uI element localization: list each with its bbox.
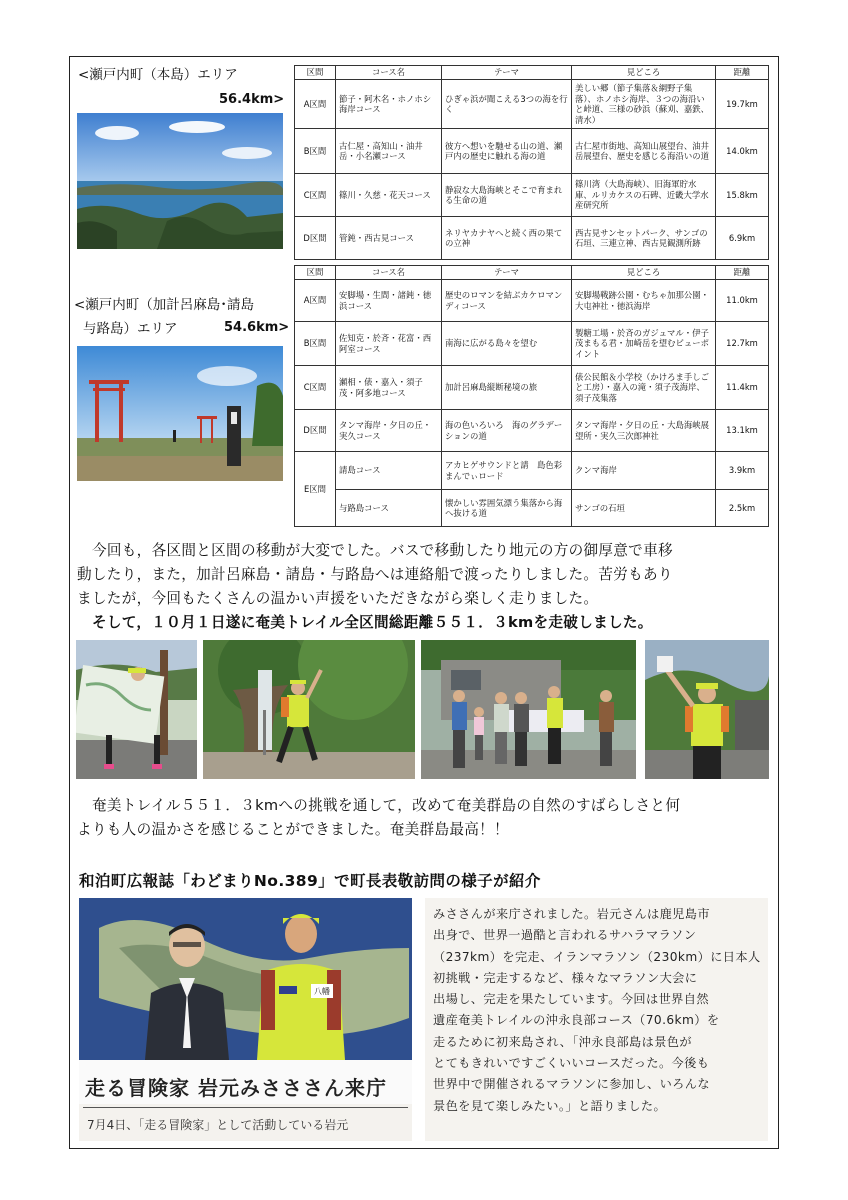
article-line: 初挑戦・完走するなど、様々なマラソン大会に bbox=[433, 970, 698, 985]
seto-inland-bay-photo bbox=[77, 113, 283, 249]
cell-theme: 加計呂麻島縦断秘境の旅 bbox=[442, 366, 572, 410]
table-row bbox=[295, 410, 769, 452]
header-course: コース名 bbox=[336, 266, 442, 280]
cell-spots: 製糖工場・於斉のガジュマル・伊子茂まもる君・加崎岳を望むビューポイント bbox=[572, 322, 716, 366]
cell-course: 古仁屋・高知山・油井岳・小名瀬コース bbox=[336, 129, 442, 174]
cell-course: 佐知克・於斉・花富・西阿室コース bbox=[336, 322, 442, 366]
cell-course: 請島コース bbox=[336, 452, 442, 490]
paragraph-travel bbox=[77, 539, 777, 635]
header-theme: テーマ bbox=[442, 266, 572, 280]
cell-distance: 11.4km bbox=[716, 366, 769, 410]
cell-course: 瀬相・俵・嘉入・須子茂・阿多地コース bbox=[336, 366, 442, 410]
cell-spots: 俵公民館＆小学校（かけろま手しごと工房）・嘉入の滝・須子茂海岸、須子茂集落 bbox=[572, 366, 716, 410]
cell-section: D区間 bbox=[295, 410, 336, 452]
cell-section: A区間 bbox=[295, 80, 336, 129]
divider bbox=[83, 1107, 408, 1108]
cell-spots: タンマ海岸・夕日の丘・大島海峡展望所・実久三次郎神社 bbox=[572, 410, 716, 452]
cell-course: 篠川・久慈・花天コース bbox=[336, 174, 442, 217]
table-row bbox=[295, 174, 769, 217]
cell-spots: 西古見サンセットパーク、サンゴの石垣、三連立神、西古見観測所跡 bbox=[572, 217, 716, 260]
cell-distance: 19.7km bbox=[716, 80, 769, 129]
cell-distance: 15.8km bbox=[716, 174, 769, 217]
table-row bbox=[295, 322, 769, 366]
cell-distance: 3.9km bbox=[716, 452, 769, 490]
table-row bbox=[295, 452, 769, 490]
course-table-honjima bbox=[294, 65, 769, 260]
article-line: （237km）を完走、イランマラソン（230km）に日本人 bbox=[433, 949, 761, 964]
cell-section: B区間 bbox=[295, 322, 336, 366]
bib-text: 八幡 bbox=[314, 987, 330, 996]
article-line: みささんが来庁されました。岩元さんは鹿児島市 bbox=[433, 907, 710, 921]
cell-distance: 2.5km bbox=[716, 490, 769, 527]
newsletter-clipping bbox=[79, 898, 412, 1141]
cell-theme: 歴史のロマンを結ぶカケロマンディコース bbox=[442, 280, 572, 322]
cell-section: C区間 bbox=[295, 366, 336, 410]
cell-distance: 14.0km bbox=[716, 129, 769, 174]
clipping-headline: 走る冒険家 岩元みさささん来庁 bbox=[85, 1076, 387, 1100]
header-theme: テーマ bbox=[442, 66, 572, 80]
paragraph-line: 奄美トレイル５５１．３kmへの挑戦を通して，改めて奄美群島の自然のすばらしさと何 bbox=[92, 797, 681, 814]
cell-section: B区間 bbox=[295, 129, 336, 174]
runner-map-photo bbox=[76, 640, 197, 779]
course-table-kakeroma bbox=[294, 265, 769, 527]
paragraph-line: 動したり，また，加計呂麻島・請島・与路島へは連絡船で渡ったりしました。苦労もあり bbox=[77, 566, 673, 583]
cell-distance: 13.1km bbox=[716, 410, 769, 452]
cell-spots: 篠川湾（大島海峡）、旧海軍貯水庫、ルリカケスの石碑、近畿大学水産研究所 bbox=[572, 174, 716, 217]
cell-theme: ひぎゃ浜が聞こえる3つの海を行く bbox=[442, 80, 572, 129]
cell-spots: 安脚場戦跡公園・むちゃ加那公園・大屯神社・徳浜海岸 bbox=[572, 280, 716, 322]
article-line: とてもきれいですごくいいコースだった。今後も bbox=[433, 1056, 710, 1071]
cell-distance: 6.9km bbox=[716, 217, 769, 260]
cell-spots: サンゴの石垣 bbox=[572, 490, 716, 527]
cell-distance: 12.7km bbox=[716, 322, 769, 366]
area-title-kakeroma: <瀬戸内町（加計呂麻島･請島 bbox=[74, 297, 255, 313]
cell-section: A区間 bbox=[295, 280, 336, 322]
header-section: 区間 bbox=[295, 266, 336, 280]
article-line: 世界中で開催されるマラソンに参加し、いろんな bbox=[433, 1077, 710, 1092]
cell-theme: 静寂な大島海峡とそこで育まれる生命の道 bbox=[442, 174, 572, 217]
header-distance: 距離 bbox=[716, 266, 769, 280]
paragraph-line: よりも人の温かさを感じることができました。奄美群島最高！！ bbox=[77, 821, 509, 838]
header-spots: 見どころ bbox=[572, 266, 716, 280]
cell-theme: アカヒゲサウンドと請 島色彩まんでぃロード bbox=[442, 452, 572, 490]
table-row bbox=[295, 490, 769, 527]
header-course: コース名 bbox=[336, 66, 442, 80]
cell-section: E区間 bbox=[295, 452, 336, 527]
cell-theme: 懐かしい雰囲気漂う集落から海へ抜ける道 bbox=[442, 490, 572, 527]
table-row bbox=[295, 280, 769, 322]
cell-course: タンマ海岸・夕日の丘・実久コース bbox=[336, 410, 442, 452]
area-title-honjima: <瀬戸内町（本島）エリア bbox=[78, 67, 238, 83]
cell-course: 節子・阿木名・ホノホシ海岸コース bbox=[336, 80, 442, 129]
table-row bbox=[295, 217, 769, 260]
cell-distance: 11.0km bbox=[716, 280, 769, 322]
paragraph-reflection bbox=[77, 794, 777, 842]
mayor-visit-photo bbox=[79, 898, 412, 1060]
runner-celebration-photo bbox=[645, 640, 769, 779]
paragraph-line: ましたが，今回もたくさんの温かい声援をいただきながら楽しく走りました。 bbox=[77, 590, 599, 607]
table-row bbox=[295, 129, 769, 174]
cell-spots: 美しい郷（節子集落＆網野子集落）、ホノホシ海岸、３つの海沿いと峠道、三様の砂浜（蘇刈、嘉鉄、清水） bbox=[572, 80, 716, 129]
article-line: 景色を見て楽しみたい。」と語りました。 bbox=[433, 1098, 667, 1113]
cell-course: 与路島コース bbox=[336, 490, 442, 527]
table-row bbox=[295, 366, 769, 410]
cell-theme: ネリヤカナヤへと続く西の果ての立神 bbox=[442, 217, 572, 260]
header-distance: 距離 bbox=[716, 66, 769, 80]
clipping-caption: 7月4日、「走る冒険家」として活動している岩元 bbox=[87, 1118, 349, 1132]
article-line: 出場し、完走を果たしています。今回は世界自然 bbox=[433, 992, 709, 1007]
newsletter-article bbox=[425, 898, 768, 1141]
cell-spots: 古仁屋市街地、高知山展望台、油井岳展望台、歴史を感じる海沿いの道 bbox=[572, 129, 716, 174]
torii-gate-photo bbox=[77, 346, 283, 481]
cell-spots: クンマ海岸 bbox=[572, 452, 716, 490]
cell-theme: 海の色いろいろ 海のグラデーションの道 bbox=[442, 410, 572, 452]
completion-statement: そして，１０月１日遂に奄美トレイル全区間総距離５５１．３kmを走破しました。 bbox=[92, 614, 653, 631]
article-body bbox=[433, 904, 763, 1117]
cell-theme: 彼方へ想いを馳せる山の道、瀬戸内の歴史に触れる海の道 bbox=[442, 129, 572, 174]
runner-banyan-photo bbox=[203, 640, 415, 779]
article-line: 走るために初来島され、「沖永良部島は景色が bbox=[433, 1034, 692, 1049]
area-distance-kakeroma: 54.6km> bbox=[224, 320, 290, 335]
article-line: 遺産奄美トレイルの沖永良部コース（70.6km）を bbox=[433, 1013, 720, 1028]
area-distance-honjima: 56.4km> bbox=[219, 92, 285, 107]
article-line: 出身で、世界一過酷と言われるサハラマラソン bbox=[433, 928, 697, 943]
cell-section: D区間 bbox=[295, 217, 336, 260]
area-title-kakeroma-line2: 与路島）エリア bbox=[83, 321, 178, 337]
section-title: 和泊町広報誌「わどまりNo.389」で町長表敬訪問の様子が紹介 bbox=[79, 872, 541, 890]
cell-section: C区間 bbox=[295, 174, 336, 217]
cell-theme: 南海に広がる島々を望む bbox=[442, 322, 572, 366]
group-welcome-photo bbox=[421, 640, 636, 779]
table-row bbox=[295, 80, 769, 129]
cell-course: 管鈍・西古見コース bbox=[336, 217, 442, 260]
header-section: 区間 bbox=[295, 66, 336, 80]
cell-course: 安脚場・生間・諸鈍・徳浜コース bbox=[336, 280, 442, 322]
header-spots: 見どころ bbox=[572, 66, 716, 80]
paragraph-line: 今回も，各区間と区間の移動が大変でした。バスで移動したり地元の方の御厚意で車移 bbox=[92, 542, 673, 559]
